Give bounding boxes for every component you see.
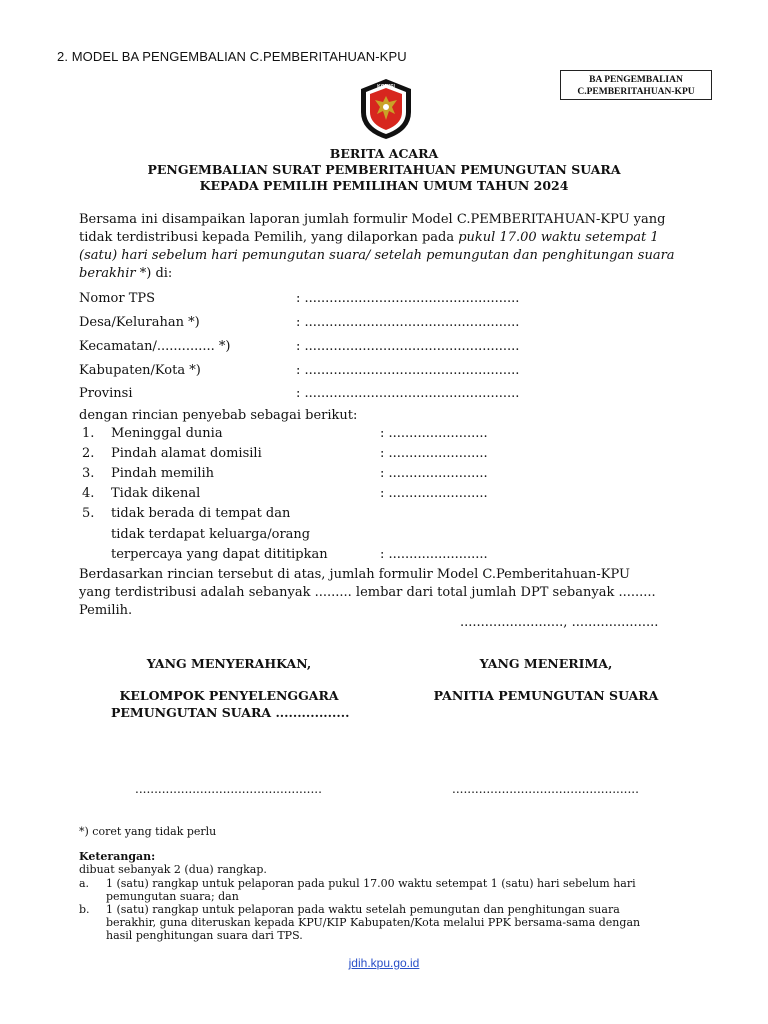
reason-label-2: Pindah alamat domisili <box>111 446 262 461</box>
logo-top-text: KOMISI <box>377 84 395 90</box>
summary-line-2: yang terdistribusi adalah sebanyak ......... lembar dari total jumlah DPT sebanyak ......... <box>79 585 656 600</box>
note-a-line-2: pemungutan suara; dan <box>106 890 239 903</box>
note-b-label: b. <box>79 903 90 916</box>
reason-label-1: Meninggal dunia <box>111 426 223 441</box>
reason-label-4: Tidak dikenal <box>111 486 201 501</box>
reason-number-1: 1. <box>82 426 95 441</box>
reason-label-5-line-1: tidak berada di tempat dan <box>111 506 291 521</box>
reason-label-3: Pindah memilih <box>111 466 215 481</box>
intro-line-4: berakhir *) di: <box>79 266 173 281</box>
sender-signature-line[interactable]: ................................................. <box>135 782 322 796</box>
reasons-intro: dengan rincian penyebab sebagai berikut: <box>79 408 358 423</box>
field-value-provinsi[interactable]: : .................................................... <box>296 386 520 401</box>
note-a-label: a. <box>79 877 90 890</box>
footnote: *) coret yang tidak perlu <box>79 825 217 838</box>
reason-label-5-line-2: tidak terdapat keluarga/orang <box>111 527 311 542</box>
kpu-logo-icon <box>353 76 419 142</box>
reason-value-1[interactable]: : ........................ <box>380 426 488 441</box>
reason-value-5[interactable]: : ........................ <box>380 547 488 562</box>
document-code-line-2: C.PEMBERITAHUAN-KPU <box>577 87 695 97</box>
field-value-kecamatan[interactable]: : .................................................... <box>296 339 520 354</box>
document-code-line-1: BA PENGEMBALIAN <box>589 75 683 85</box>
note-b-line-1: 1 (satu) rangkap untuk pelaporan pada waktu setelah pemungutan dan penghitungan suara <box>106 903 620 916</box>
intro-paragraph <box>79 211 699 283</box>
receiver-role: YANG MENERIMA, <box>479 656 613 671</box>
reason-number-3: 3. <box>82 466 95 481</box>
intro-line-1: Bersama ini disampaikan laporan jumlah formulir Model C.PEMBERITAHUAN-KPU yang <box>79 212 666 227</box>
note-b-line-3: hasil penghitungan suara dari TPS. <box>106 929 303 942</box>
field-value-kabupaten[interactable]: : .................................................... <box>296 363 520 378</box>
document-model-label: 2. MODEL BA PENGEMBALIAN C.PEMBERITAHUAN-KPU <box>57 49 407 64</box>
sender-org-line-2: PEMUNGUTAN SUARA ................. <box>111 705 350 720</box>
intro-line-2: tidak terdistribusi kepada Pemilih, yang dilaporkan pada pukul 17.00 waktu setempat 1 <box>79 230 659 245</box>
field-value-tps[interactable]: : .................................................... <box>296 291 520 306</box>
note-b-line-2: berakhir, guna diteruskan kepada KPU/KIP Kabupaten/Kota melalui PPK bersama-sama dengan <box>106 916 641 929</box>
reason-number-2: 2. <box>82 446 95 461</box>
reason-value-4[interactable]: : ........................ <box>380 486 488 501</box>
receiver-signature-line[interactable]: ................................................. <box>452 782 639 796</box>
field-label-kabupaten: Kabupaten/Kota *) <box>79 363 201 378</box>
reason-number-5: 5. <box>82 506 95 521</box>
document-subtitle-2: KEPADA PEMILIH PEMILIHAN UMUM TAHUN 2024 <box>199 178 569 193</box>
summary-line-1: Berdasarkan rincian tersebut di atas, jumlah formulir Model C.Pemberitahuan-KPU <box>79 567 630 582</box>
reason-label-5-line-3: terpercaya yang dapat dititipkan <box>111 547 328 562</box>
field-label-kecamatan: Kecamatan/.............. *) <box>79 339 231 354</box>
sender-role: YANG MENYERAHKAN, <box>146 656 312 671</box>
jdih-link[interactable]: jdih.kpu.go.id <box>348 956 420 970</box>
field-label-tps: Nomor TPS <box>79 291 156 306</box>
document-code-box <box>560 70 712 100</box>
place-date-field[interactable]: ........................., ..................... <box>460 615 659 630</box>
document-subtitle-1: PENGEMBALIAN SURAT PEMBERITAHUAN PEMUNGUTAN SUARA <box>147 162 621 177</box>
sender-org-line-1: KELOMPOK PENYELENGGARA <box>119 688 339 703</box>
field-label-provinsi: Provinsi <box>79 386 133 401</box>
intro-line-3: (satu) hari sebelum hari pemungutan suara/ setelah pemungutan dan penghitungan suara <box>79 248 675 263</box>
reason-value-3[interactable]: : ........................ <box>380 466 488 481</box>
field-label-desa: Desa/Kelurahan *) <box>79 315 200 330</box>
summary-paragraph <box>79 566 699 620</box>
reason-value-2[interactable]: : ........................ <box>380 446 488 461</box>
summary-line-3: Pemilih. <box>79 603 133 618</box>
reason-number-4: 4. <box>82 486 95 501</box>
document-title: BERITA ACARA <box>329 146 439 161</box>
note-a-line-1: 1 (satu) rangkap untuk pelaporan pada pukul 17.00 waktu setempat 1 (satu) hari sebelum hari <box>106 877 636 890</box>
notes-heading: Keterangan: <box>79 850 156 863</box>
notes-intro: dibuat sebanyak 2 (dua) rangkap. <box>79 863 267 876</box>
field-value-desa[interactable]: : .................................................... <box>296 315 520 330</box>
receiver-org: PANITIA PEMUNGUTAN SUARA <box>433 688 659 703</box>
